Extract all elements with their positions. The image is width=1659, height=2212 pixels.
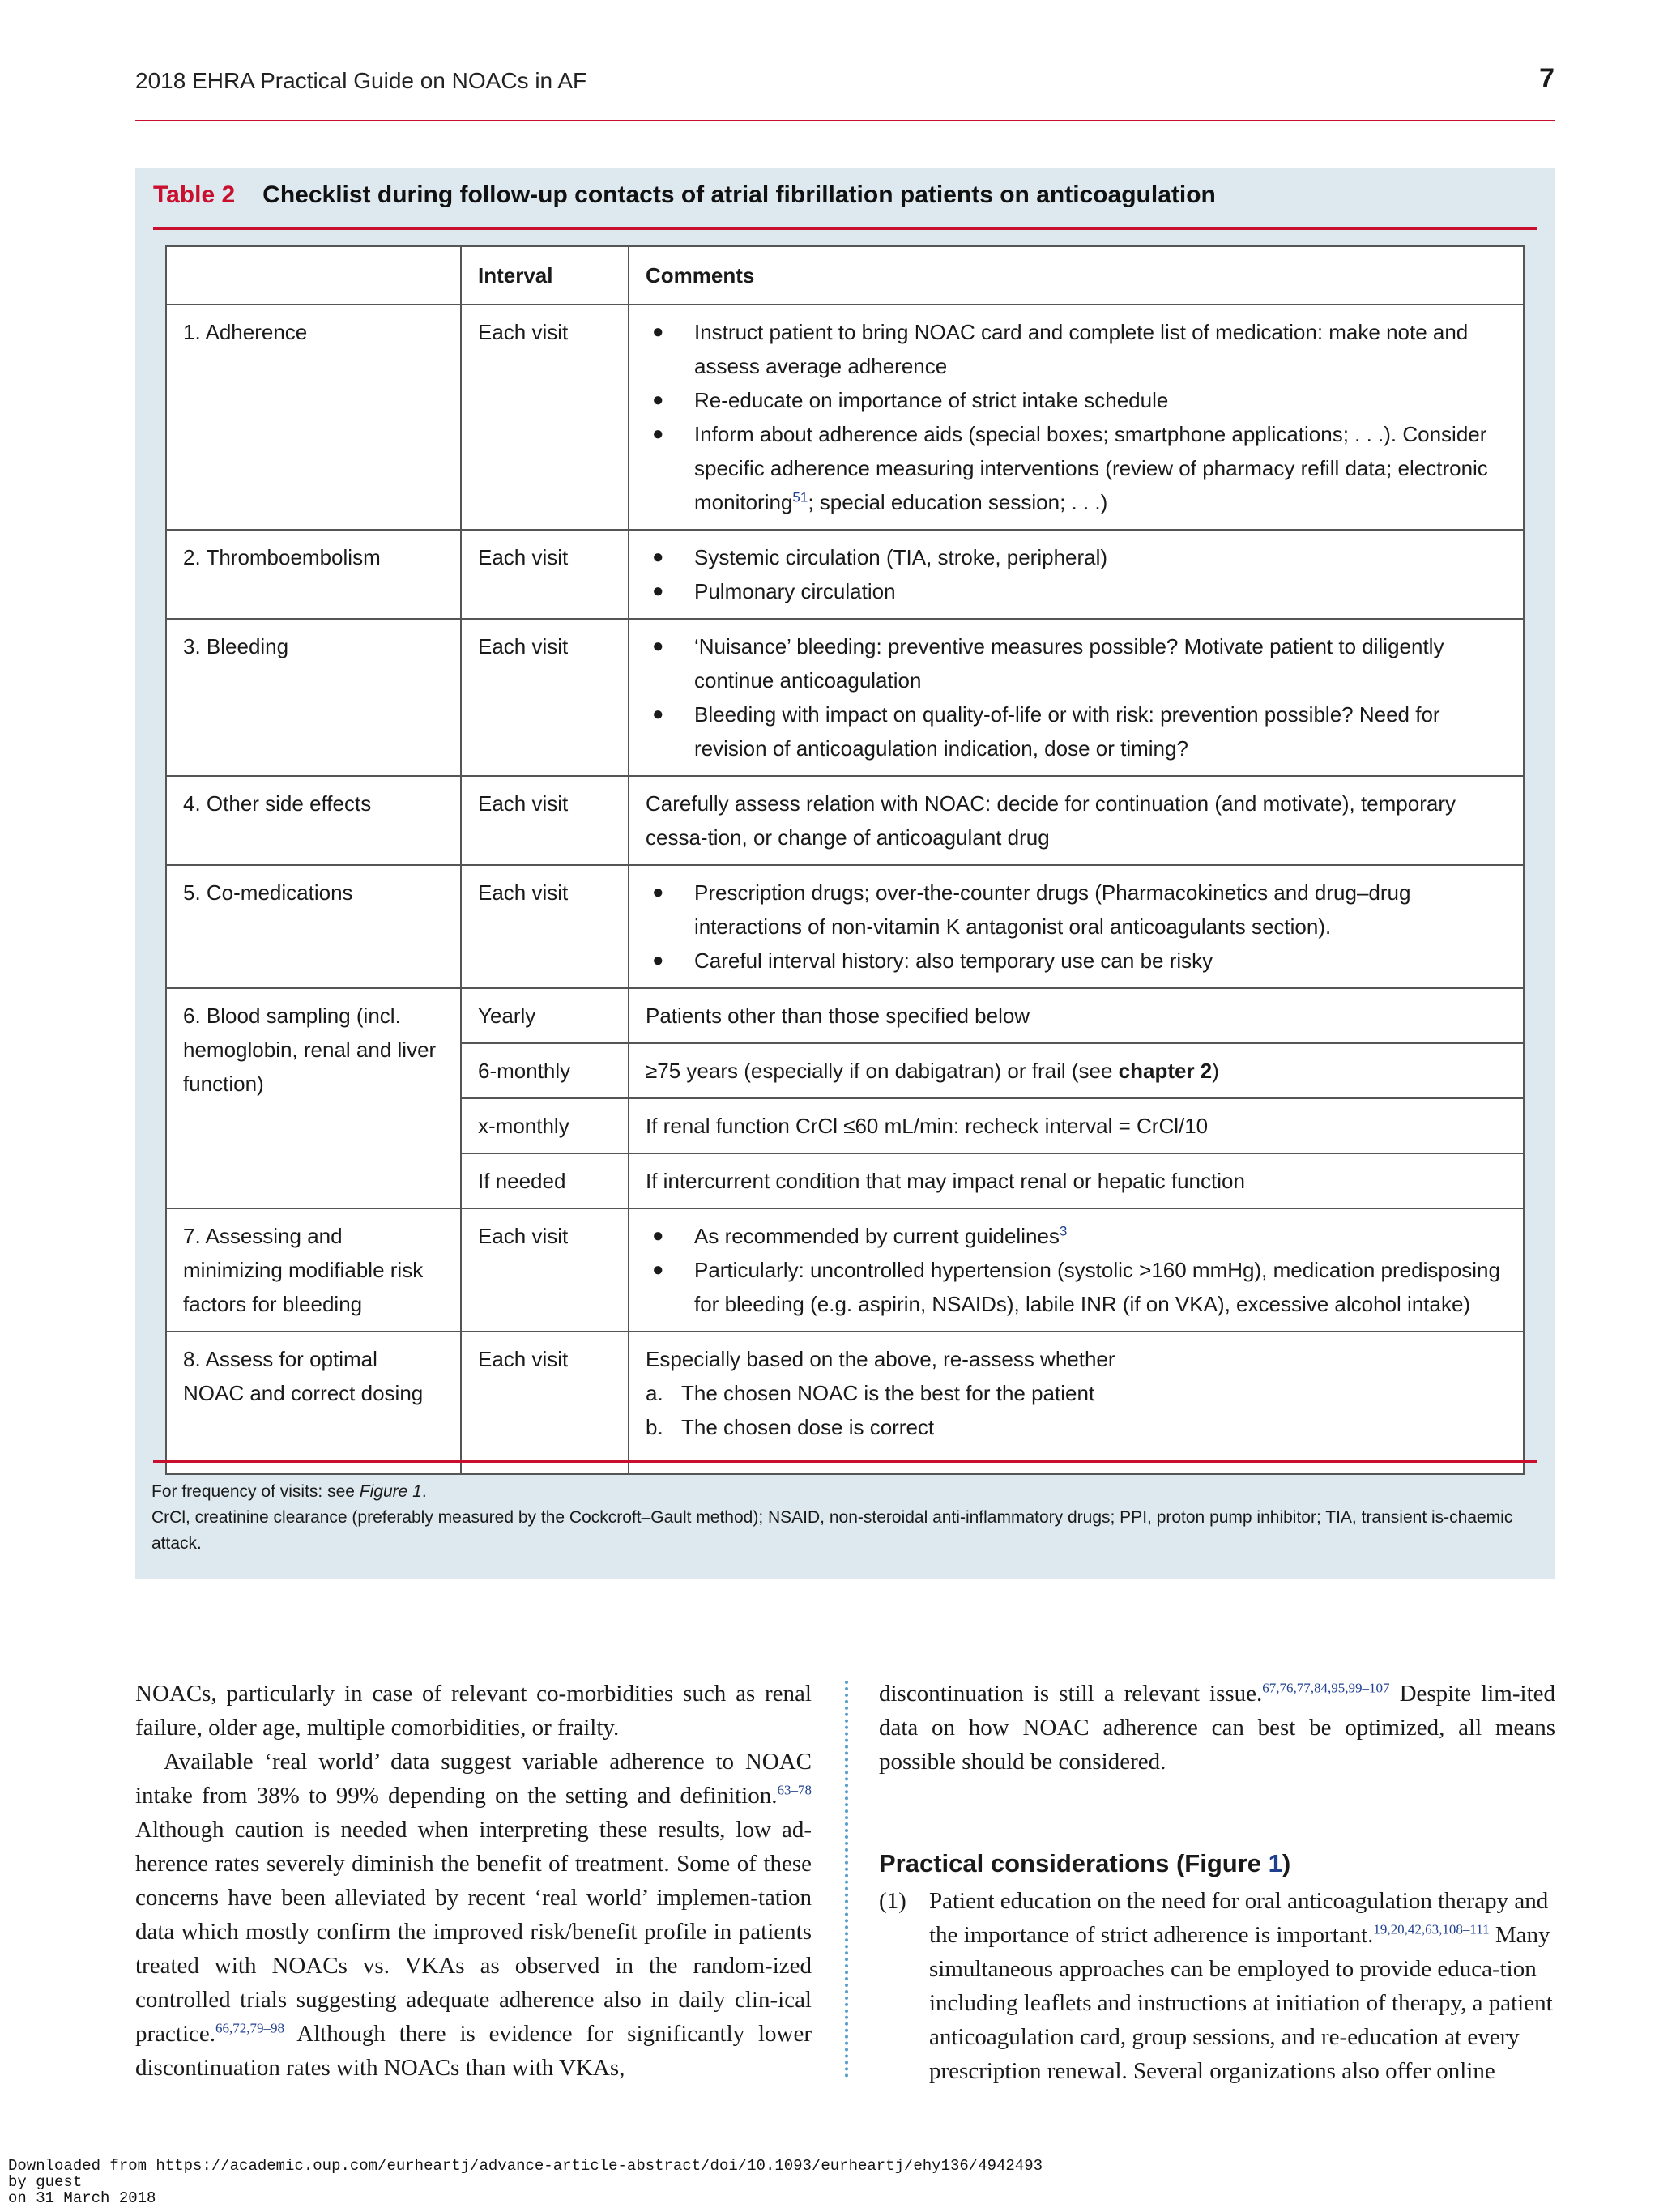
comments-cell: Carefully assess relation with NOAC: decide for continuation (and motivate), temporary cessa-tion, or change of anticoagulant drug <box>629 776 1524 865</box>
paragraph-text: Although caution is needed when interpreting these results, low ad-herence rates severely diminish the benefit of treatment. Some of these concerns have been alleviated by recent ‘real world’ implemen-tation data which mostly confirm the improved risk/benefit profile in patients treated with NOACs vs. VKAs as observed in the random-ized controlled trials suggesting adequate adherence also in daily clin-ical practice. <box>135 1817 812 2047</box>
paragraph-text: Many simultaneous approaches can be employed to provide educa-tion including leaflets and instructions at initiation of therapy, a patient anticoagulation card, group sessions, and re-education at every prescription renewal. Several organizations also offer online <box>929 1922 1553 2084</box>
download-stamp: Downloaded from https://academic.oup.com/eurheartj/advance-article-abstract/doi/10.1093/eurheartj/ehy136/4942493 by guest on 31 March 2018 <box>8 2157 1043 2207</box>
comments-cell: Patients other than those specified below <box>629 988 1524 1043</box>
list-item: ● Bleeding with impact on quality-of-life or with risk: prevention possible? Need for revision of anticoagulation indication, dose or timing? <box>646 697 1507 765</box>
list-item: ● Re-educate on importance of strict intake schedule <box>646 383 1507 417</box>
interval-cell: 6-monthly <box>461 1043 629 1098</box>
interval-cell: Each visit <box>461 305 629 530</box>
table-row <box>166 865 1524 988</box>
paragraph-text: Although there is evidence for significantly lower discontinuation rates with NOACs than with VKAs, <box>135 2021 812 2081</box>
list-letter: b. <box>646 1415 663 1439</box>
table-row <box>166 530 1524 619</box>
interval-cell: x-monthly <box>461 1098 629 1153</box>
reference-link[interactable]: 63–78 <box>777 1782 812 1798</box>
comments-cell <box>629 305 1524 530</box>
table-bottom-rule <box>153 1460 1537 1463</box>
table-row <box>166 776 1524 865</box>
comment-intro: Especially based on the above, re-assess whether <box>646 1347 1115 1371</box>
bullet-list <box>646 629 1507 765</box>
item-cell: 2. Thromboembolism <box>166 530 461 619</box>
interval-cell: Each visit <box>461 865 629 988</box>
list-item-text: Inform about adherence aids (special boxes; smartphone applications; . . .). Consider specific adherence measuring interventions (review of pharmacy refill data; electronic monitoring <box>694 422 1488 514</box>
table-row <box>166 1208 1524 1332</box>
item-cell: 7. Assessing and minimizing modifiable risk factors for bleeding <box>166 1208 461 1332</box>
interval-cell: Each visit <box>461 776 629 865</box>
footnote-text: For frequency of visits: see <box>151 1482 360 1501</box>
list-item: ● Instruct patient to bring NOAC card and complete list of medication: make note and assess average adherence <box>646 315 1507 383</box>
header-cell-comments: Comments <box>629 246 1524 305</box>
heading-text: Practical considerations (Figure <box>879 1849 1269 1877</box>
checklist-table <box>165 245 1525 1475</box>
interval-cell: Each visit <box>461 1332 629 1474</box>
list-item: ● Pulmonary circulation <box>646 574 1507 608</box>
list-item: ● Systemic circulation (TIA, stroke, peripheral) <box>646 540 1507 574</box>
table-footnotes <box>151 1479 1537 1557</box>
list-item <box>646 1219 1507 1253</box>
figure-link[interactable]: Figure 1 <box>359 1482 422 1501</box>
comments-cell: If renal function CrCl ≤60 mL/min: recheck interval = CrCl/10 <box>629 1098 1524 1153</box>
paragraph-text: Patient education on the need for oral anticoagulation therapy and the importance of strict adherence is important. <box>929 1888 1549 1948</box>
table-row <box>166 988 1524 1043</box>
list-item-text: ; special education session; . . .) <box>808 490 1108 514</box>
heading-text: ) <box>1282 1849 1291 1877</box>
interval-cell: If needed <box>461 1153 629 1208</box>
item-cell: 5. Co-medications <box>166 865 461 988</box>
chapter-link[interactable]: chapter 2 <box>1118 1059 1213 1083</box>
lettered-list <box>646 1376 1507 1444</box>
table-row <box>166 305 1524 530</box>
bullet-list <box>646 1219 1507 1321</box>
table-title: Checklist during follow-up contacts of atrial fibrillation patients on anticoagulation <box>262 181 1216 208</box>
paragraph-text: Despite lim-ited data on how NOAC adherence can best be optimized, all means possible should be considered. <box>879 1681 1555 1775</box>
numbered-item <box>879 1884 1555 2088</box>
running-title: 2018 EHRA Practical Guide on NOACs in AF <box>135 68 587 93</box>
reference-link[interactable]: 19,20,42,63,108–111 <box>1373 1921 1490 1937</box>
bullet-list <box>646 315 1507 519</box>
list-item: ● Particularly: uncontrolled hypertension (systolic >160 mmHg), medication predisposing for bleeding (e.g. aspirin, NSAIDs), labile INR (if on VKA), excessive alcohol intake) <box>646 1253 1507 1321</box>
list-item: ● ‘Nuisance’ bleeding: preventive measures possible? Motivate patient to diligently continue anticoagulation <box>646 629 1507 697</box>
running-header <box>135 63 1555 125</box>
item-cell: 1. Adherence <box>166 305 461 530</box>
item-cell: 3. Bleeding <box>166 619 461 776</box>
table-row <box>166 619 1524 776</box>
footnote: CrCl, creatinine clearance (preferably measured by the Cockcroft–Gault method); NSAID, non-steroidal anti-inflammatory drugs; PPI, proton pump inhibitor; TIA, transient is-chaemic attack. <box>151 1508 1513 1553</box>
table-header-row <box>166 246 1524 305</box>
table-caption <box>153 181 1216 209</box>
list-item: ● Prescription drugs; over-the-counter drugs (Pharmacokinetics and drug–drug interactions of non-vitamin K antagonist oral anticoagulants section). <box>646 876 1507 944</box>
comments-cell <box>629 1208 1524 1332</box>
paragraph-text: Available ‘real world’ data suggest variable adherence to NOAC intake from 38% to 99% depending on the setting and definition. <box>135 1749 812 1809</box>
right-column <box>879 1677 1555 2088</box>
comments-cell <box>629 865 1524 988</box>
reference-link[interactable]: 66,72,79–98 <box>215 2020 285 2036</box>
caption-rule <box>153 227 1537 230</box>
header-cell-interval: Interval <box>461 246 629 305</box>
list-item-text: As recommended by current guidelines <box>694 1224 1060 1248</box>
item-text <box>929 1884 1555 2088</box>
page-number: 7 <box>1539 63 1555 94</box>
paragraph: NOACs, particularly in case of relevant co-morbidities such as renal failure, older age, multiple comorbidities, or frailty. <box>135 1681 812 1741</box>
list-item: ● Careful interval history: also temporary use can be risky <box>646 944 1507 978</box>
interval-cell: Yearly <box>461 988 629 1043</box>
table-row <box>166 1332 1524 1474</box>
reference-link[interactable]: 51 <box>792 489 808 505</box>
comment-text: ) <box>1212 1059 1219 1083</box>
interval-cell: Each visit <box>461 619 629 776</box>
left-column <box>135 1677 812 2085</box>
item-cell: 8. Assess for optimal NOAC and correct dosing <box>166 1332 461 1474</box>
column-separator <box>845 1681 848 2078</box>
comment-text: ≥75 years (especially if on dabigatran) or frail (see <box>646 1059 1119 1083</box>
interval-cell: Each visit <box>461 1208 629 1332</box>
list-item-text: The chosen dose is correct <box>681 1415 935 1439</box>
footnote-text: . <box>421 1482 427 1501</box>
table-2-box <box>135 168 1555 1579</box>
interval-cell: Each visit <box>461 530 629 619</box>
reference-link[interactable]: 3 <box>1059 1223 1068 1239</box>
list-letter: a. <box>646 1381 663 1405</box>
footnote <box>151 1479 1537 1505</box>
table-label: Table 2 <box>153 181 236 208</box>
header-cell-item <box>166 246 461 305</box>
paragraph-text: discontinuation is still a relevant issue. <box>879 1681 1263 1707</box>
paragraph <box>879 1677 1555 1779</box>
comments-cell <box>629 530 1524 619</box>
item-cell: 4. Other side effects <box>166 776 461 865</box>
comments-cell <box>629 1043 1524 1098</box>
bullet-list <box>646 540 1507 608</box>
comments-cell <box>629 619 1524 776</box>
list-item-text: The chosen NOAC is the best for the patient <box>681 1381 1095 1405</box>
item-number: (1) <box>879 1888 906 1914</box>
list-item <box>646 1410 1507 1444</box>
bullet-list <box>646 876 1507 978</box>
reference-link[interactable]: 67,76,77,84,95,99–107 <box>1262 1680 1390 1696</box>
list-item <box>646 1376 1507 1410</box>
comments-cell <box>629 1332 1524 1474</box>
header-rule <box>135 120 1555 121</box>
section-heading <box>879 1843 1555 1884</box>
comments-cell: If intercurrent condition that may impact renal or hepatic function <box>629 1153 1524 1208</box>
paragraph <box>135 1745 812 2085</box>
item-cell: 6. Blood sampling (incl. hemoglobin, renal and liver function) <box>166 988 461 1208</box>
figure-link[interactable]: 1 <box>1268 1849 1282 1877</box>
list-item <box>646 417 1507 519</box>
